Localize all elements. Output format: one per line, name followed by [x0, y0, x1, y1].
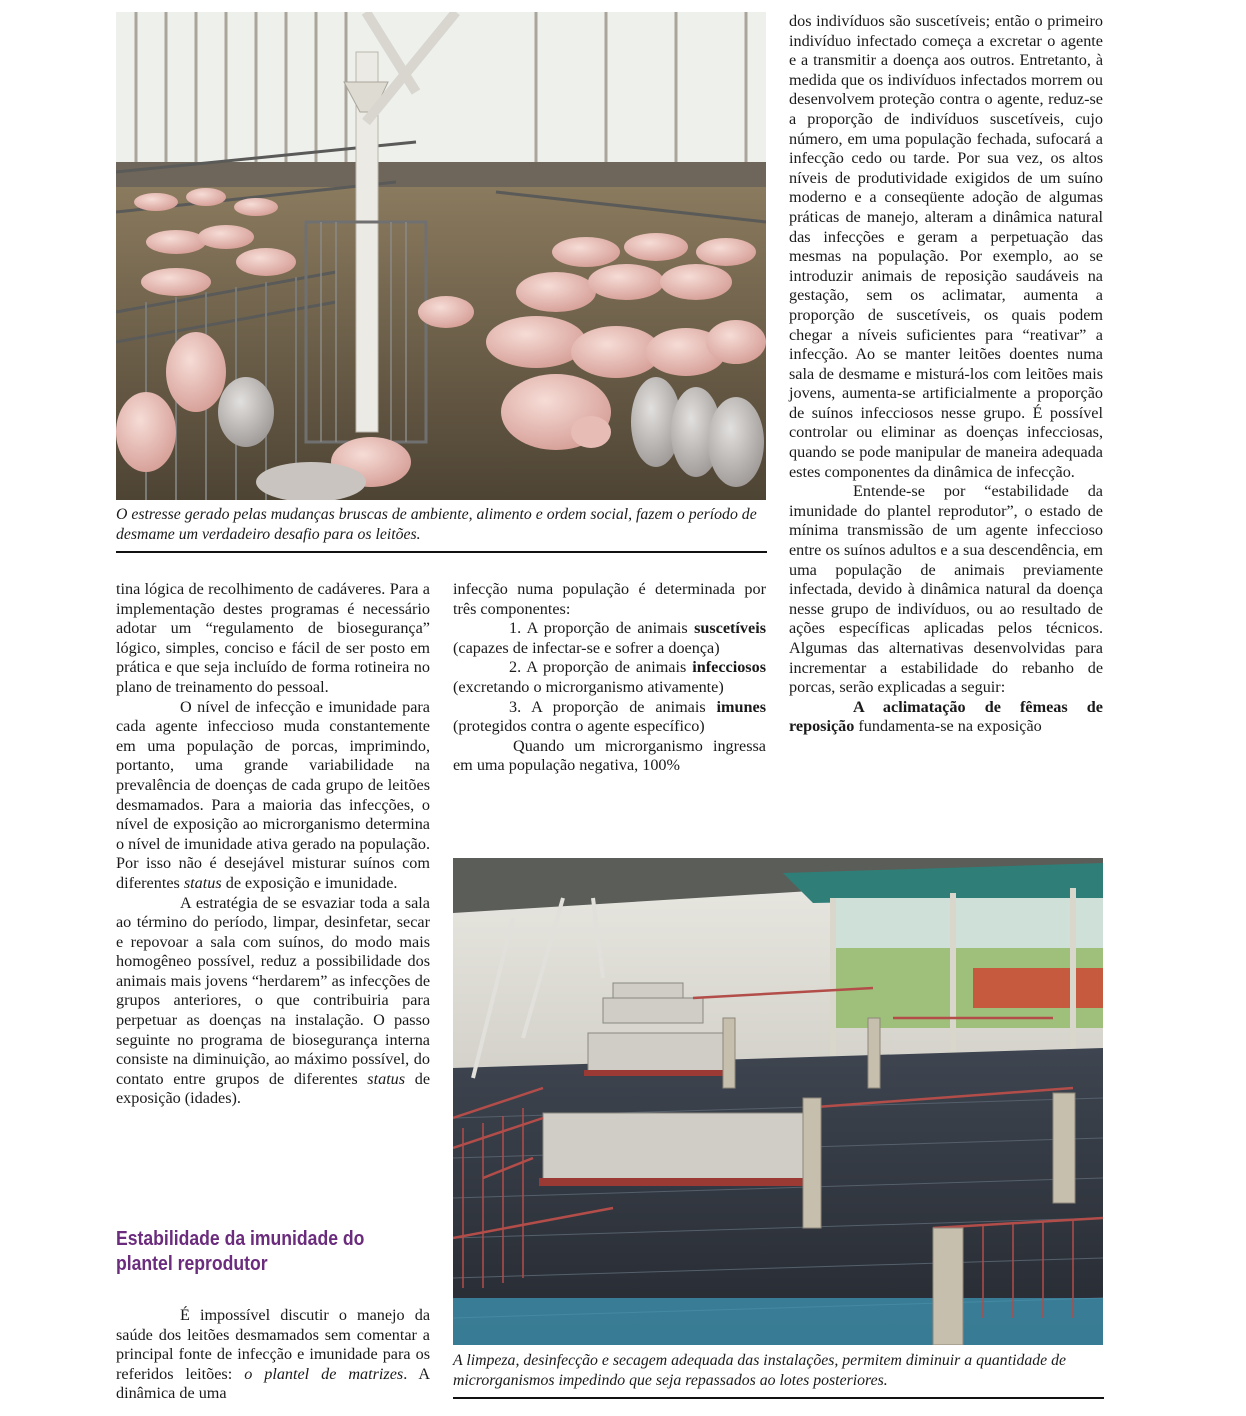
bottom-photo-caption: A limpeza, desinfecção e secagem adequada das instalações, permitem diminuir a quantidade de microrganismos impedindo que seja repassados ao lotes posteriores.: [453, 1352, 1067, 1389]
paragraph: Quando um microrganismo ingressa em uma população negativa, 100%: [453, 736, 766, 775]
paragraph: infecção numa população é determinada por três componentes:: [453, 580, 766, 618]
paragraph: O nível de infecção e imunidade para cada agente infeccioso muda constantemente em uma população de porcas, imprimindo, portanto, uma grande variabilidade na prevalência de doenças de cada grupo de leitões desmamados. Para a maioria das infecções, o nível de exposição ao microrganismo determina o nível de imunidade ativa gerado na população. Por isso não é desejável misturar suínos com diferentes status de exposição e imunidade.: [116, 697, 430, 892]
paragraph: A aclimatação de fêmeas de reposição fundamenta-se na exposição: [789, 697, 1103, 736]
list-item: 2. A proporção de animais infecciosos (excretando o microrganismo ativamente): [453, 658, 766, 696]
paragraph: Entende-se por “estabilidade da imunidade do plantel reprodutor”, o estado de mínima transmissão de um agente infeccioso entre os suínos adultos e a sua descendência, em uma população de animais previamente infectada, devido à dinâmica natural da doença nesse grupo de indivíduos, ou ao resultado de ações específicas aplicadas pelos técnicos. Algumas das alternativas desenvolvidas para incrementar a estabilidade do rebanho de porcas, serão explicadas a seguir:: [789, 482, 1103, 697]
list-item: 1. A proporção de animais suscetíveis (capazes de infectar-se e sofrer a doença): [453, 619, 766, 657]
column-a: [116, 580, 430, 1109]
paragraph: tina lógica de recolhimento de cadáveres. Para a implementação destes programas é necessário adotar um “regulamento de biosegurança” lógico, simples, conciso e fácil de ser posto em prática e que seja incluído de forma rotineira no plano de treinamento do pessoal.: [116, 580, 430, 696]
divider-rule: [116, 551, 767, 553]
column-b: [453, 580, 766, 776]
paragraph: dos indivíduos são suscetíveis; então o primeiro indivíduo infectado começa a excretar o agente e a transmitir a doença aos outros. Entretanto, à medida que os indivíduos infectados morrem ou desenvolvem proteção contra o agente, reduz-se a proporção de indivíduos suscetíveis, cujo número, em uma população fechada, sufocará a infecção cedo ou tarde. Por sua vez, os altos níveis de produtividade exigidos de um suíno moderno e a conseqüente adoção de algumas práticas de manejo, alteram a dinâmica natural das infecções e geram a perpetuação das mesmas na população. Por exemplo, ao se introduzir animais de reposição saudáveis na gestação, sem os aclimatar, aumenta a proporção de suscetíveis, os quais podem chegar a níveis suficientes para “reativar” a infecção. Ao se manter leitões doentes numa sala de desmame e misturá-los com leitões mais jovens, aumenta-se artificialmente a proporção de suínos infecciosos nesse grupo. É possível controlar ou eliminar as doenças infecciosas, quando se pode manipular de maneira adequada estes componentes da dinâmica de infecção.: [789, 12, 1103, 481]
divider-rule: [453, 1397, 1104, 1399]
top-photo-caption: O estresse gerado pelas mudanças bruscas de ambiente, alimento e ordem social, fazem o período de desmame um verdadeiro desafio para os leitões.: [116, 506, 757, 543]
column-a-continued: [116, 1306, 430, 1404]
list-item: 3. A proporção de animais imunes (protegidos contra o agente específico): [453, 697, 766, 736]
section-heading: Estabilidade da imunidade do plantel reprodutor: [116, 1228, 365, 1275]
clean-pens-photo: [453, 858, 1103, 1345]
paragraph: A estratégia de se esvaziar toda a sala ao término do período, limpar, desinfetar, secar e repovoar a sala com suínos, do modo mais homogêneo possível, reduz a possibilidade dos animais mais jovens “herdarem” as infecções de grupos anteriores, o que contribuiria para perpetuar as doenças na instalação. O passo seguinte no programa de biosegurança interna consiste na diminuição, ao máximo possível, do contato entre grupos de diferentes status de exposição (idades).: [116, 893, 430, 1108]
paragraph: É impossível discutir o manejo da saúde dos leitões desmamados sem comentar a principal fonte de infecção e imunidade para os referidos leitões: o plantel de matrizes. A dinâmica de uma: [116, 1306, 431, 1403]
nursery-pigs-photo: [116, 12, 766, 500]
column-c: [789, 12, 1103, 737]
